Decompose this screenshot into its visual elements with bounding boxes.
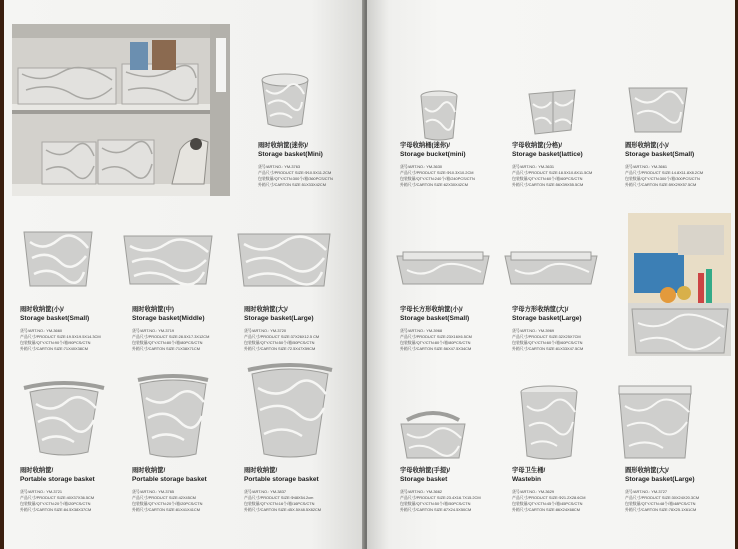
spec-carton-size: 外箱尺寸/CARTON SIZE:62X30X42CM [400, 182, 468, 187]
product-name-en: Portable storage basket [20, 476, 95, 483]
square-basket-large-image [501, 248, 601, 288]
spec-art-no: 货号/ART.NO.: YM-3727 [625, 489, 668, 494]
spec-carton-size: 外箱尺寸/CARTON SIZE:71X38X71CM [132, 346, 200, 351]
product-name-en: Storage basket(Large) [512, 315, 582, 322]
spec-carton-size: 外箱尺寸/CARTON SIZE:78X25.1X61CM [625, 507, 697, 512]
product-specs [132, 489, 207, 513]
product-specs [400, 489, 481, 513]
spec-art-no: 货号/ART.NO.: YM-3837 [244, 489, 287, 494]
product-name-en: Storage basket(Middle) [132, 315, 205, 322]
product-name-cn: 宇母收纳筐(分格)/ [512, 142, 563, 149]
spec-carton-size: 外箱尺寸/CARTON SIZE:71X40X38CM [20, 346, 88, 351]
product-card-middle-basket [132, 306, 209, 352]
spec-carton-size: 外箱尺寸/CARTON SIZE:56X47.5X34CM [400, 346, 472, 351]
product-name-en: Wastebin [512, 476, 542, 483]
portable-basket-2-image [132, 372, 214, 460]
product-card-large-basket [244, 306, 319, 352]
spec-qty: 包装数量/QTY/CTN:300个/箱/300PCS/CTN [625, 176, 700, 181]
spec-art-no: 货号/ART.NO.: YM-3720 [244, 328, 287, 333]
spec-product-size: 产品尺寸/PRODUCT SIZE:19.5X19.5X14.3CM [20, 334, 101, 339]
spec-carton-size: 外箱尺寸/CARTON SIZE:86X24X68CM [512, 507, 580, 512]
product-card-lattice-basket [512, 142, 592, 188]
product-name-cn: 雨时收纳筐(迷你)/ [258, 142, 309, 149]
spec-carton-size: 外箱尺寸/CARTON SIZE:59X29X57.5CM [625, 182, 697, 187]
product-card-round-basket-small [625, 142, 703, 188]
small-basket-image [20, 226, 96, 290]
product-name-en: Storage basket(Small) [20, 315, 90, 322]
product-name-en: Portable storage basket [244, 476, 319, 483]
spec-art-no: 货号/ART.NO.: YM-3660 [20, 328, 63, 333]
product-name-cn: 雨时收纳筐(中) [132, 306, 174, 313]
spec-qty: 包装数量/QTY/CTN:48个/箱/48PCS/CTN [625, 501, 696, 506]
spec-art-no: 货号/ART.NO.: YM-3661 [625, 164, 668, 169]
product-specs [20, 489, 95, 513]
spec-art-no: 货号/ART.NO.: YM-3662 [400, 489, 443, 494]
product-card-small-basket [20, 306, 101, 352]
spec-art-no: 货号/ART.NO.: YM-3968 [400, 328, 443, 333]
round-basket-large-image [615, 382, 695, 462]
product-specs [400, 328, 472, 352]
product-card-mini-bucket [400, 142, 475, 188]
product-name-cn: 宇母收纳筐(手提)/ [400, 467, 451, 474]
spec-qty: 包装数量/QTY/CTN:60个/箱/60PCS/CTN [512, 340, 583, 345]
spec-qty: 包装数量/QTY/CTN:60个/箱/60PCS/CTN [512, 176, 583, 181]
product-name-cn: 宇母方形收纳筐(大)/ [512, 306, 569, 313]
spec-carton-size: 外箱尺寸/CARTON SIZE:84.5X38X37CM [20, 507, 92, 512]
product-card-round-basket-large [625, 467, 699, 513]
spec-product-size: 产品尺寸/PRODUCT SIZE:37X26X12.5 CM [244, 334, 320, 339]
product-name-cn: 圆形收纳筐(小)/ [625, 142, 669, 149]
spec-art-no: 货号/ART.NO.: YM-3629 [512, 489, 555, 494]
desk-lifestyle-photo [628, 213, 731, 356]
product-specs [132, 328, 209, 352]
spec-qty: 包装数量/QTY/CTN:50个/箱/50PCS/CTN [400, 501, 471, 506]
product-name-cn: 雨时收纳筐(大)/ [244, 306, 288, 313]
product-name-en: Storage bucket(mini) [400, 151, 466, 158]
spec-qty: 包装数量/QTY/CTN:20个/箱/20PCS/CTN [132, 501, 203, 506]
product-name-cn: 雨时收纳筐/ [132, 467, 166, 474]
spec-carton-size: 外箱尺寸/CARTON SIZE:87X24.5X50CM [400, 507, 472, 512]
product-name-cn: 圆形收纳筐(大)/ [625, 467, 669, 474]
product-specs [512, 164, 592, 188]
spec-product-size: 产品尺寸/PRODUCT SIZE:18.5X10.8X11.5CM [512, 170, 593, 175]
spec-product-size: 产品尺寸/PRODUCT SIZE:23X16X6.5CM [400, 334, 472, 339]
product-name-cn: 雨时收纳筐/ [244, 467, 278, 474]
product-specs [625, 489, 699, 513]
product-name-en: Storage basket(Large) [244, 315, 314, 322]
spec-product-size: 产品尺寸/PRODUCT SIZE:30X24X20.3CM [625, 495, 700, 500]
product-name-en: Storage basket(Mini) [258, 151, 323, 158]
handled-basket-image [397, 406, 469, 462]
product-specs [512, 328, 583, 352]
product-card-square-basket-large [512, 306, 583, 352]
product-name-cn: 宇母收纳桶(迷你)/ [400, 142, 451, 149]
spec-carton-size: 外箱尺寸/CARTON SIZE:81X33X47.5CM [512, 346, 584, 351]
spec-art-no: 货号/ART.NO.: YM-3719 [132, 328, 175, 333]
spec-qty: 包装数量/QTY/CTN:80个/箱/80PCS/CTN [132, 340, 203, 345]
spec-art-no: 货号/ART.NO.: YM-3721 [20, 489, 63, 494]
spec-qty: 包装数量/QTY/CTN:20个/箱/20PCS/CTN [20, 501, 91, 506]
product-name-en: Storage basket(Large) [625, 476, 695, 483]
portable-basket-1-image [22, 378, 106, 458]
spec-product-size: 产品尺寸/PRODUCT SIZE:14.8X11.8X8.2CM [625, 170, 704, 175]
product-specs [258, 164, 333, 188]
middle-basket-image [120, 230, 216, 288]
product-name-en: Storage basket(lattice) [512, 151, 583, 158]
spec-qty: 包装数量/QTY/CTN:90个/箱/90PCS/CTN [20, 340, 91, 345]
product-card-rect-basket-small [400, 306, 472, 352]
product-card-portable-basket-1 [20, 467, 95, 513]
product-name-cn: 宇母卫生桶/ [512, 467, 546, 474]
spec-product-size: 产品尺寸/PRODUCT SIZE:Φ10.3X10.2CM [400, 170, 474, 175]
spec-product-size: 产品尺寸/PRODUCT SIZE:23.4X16.7X15.2CM [400, 495, 481, 500]
spec-product-size: 产品尺寸/PRODUCT SIZE:42X45CM [132, 495, 196, 500]
spec-qty: 包装数量/QTY/CTN:16个/箱/16PCS/CTN [244, 501, 315, 506]
product-name-en: Storage basket(Small) [625, 151, 695, 158]
spec-carton-size: 外箱尺寸/CARTON SIZE:81X41X41CM [132, 507, 200, 512]
catalog-left-page [4, 0, 365, 549]
spec-carton-size: 外箱尺寸/CARTON SIZE:72.5X47X59CM [244, 346, 316, 351]
product-card-wastebin [512, 467, 586, 513]
product-specs [244, 489, 321, 513]
spec-qty: 包装数量/QTY/CTN:45个/箱/45PCS/CTN [512, 501, 583, 506]
product-specs [244, 328, 319, 352]
spec-qty: 包装数量/QTY/CTN:240个/箱/240PCS/CTN [400, 176, 475, 181]
round-basket-small-image [625, 82, 691, 136]
spec-art-no: 货号/ART.NO.: YM-3969 [512, 328, 555, 333]
spec-carton-size: 外箱尺寸/CARTON SIZE:51X33X42CM [258, 182, 326, 187]
wastebin-image [517, 384, 581, 462]
product-specs [400, 164, 475, 188]
product-name-cn: 雨时收纳筐/ [20, 467, 54, 474]
spec-qty: 包装数量/QTY/CTN:300个/箱/360PCS/CTN [258, 176, 333, 181]
product-specs [625, 164, 703, 188]
product-name-en: Portable storage basket [132, 476, 207, 483]
spec-qty: 包装数量/QTY/CTN:80个/箱/80PCS/CTN [400, 340, 471, 345]
product-name-cn: 雨时收纳筐(小)/ [20, 306, 64, 313]
spec-qty: 包装数量/QTY/CTN:50个/箱/50PCS/CTN [244, 340, 315, 345]
spec-art-no: 货号/ART.NO.: YM-3765 [132, 489, 175, 494]
spec-product-size: 产品尺寸/PRODUCT SIZE:32X25X7CM [512, 334, 581, 339]
product-name-en: Storage basket(Small) [400, 315, 470, 322]
product-card-portable-basket-2 [132, 467, 207, 513]
lattice-basket-image [525, 86, 579, 136]
spec-product-size: 产品尺寸/PRODUCT SIZE:Φ10.5X11.2CM [258, 170, 332, 175]
product-card-handled-basket [400, 467, 481, 513]
spec-art-no: 货号/ART.NO.: YM-3763 [258, 164, 301, 169]
product-card-portable-basket-3 [244, 467, 321, 513]
shelf-lifestyle-photo [12, 24, 230, 196]
portable-basket-3-image [244, 360, 336, 460]
product-name-cn: 宇母长方形收纳筐(小)/ [400, 306, 463, 313]
mini-bucket-image [417, 88, 461, 142]
large-basket-image [234, 228, 334, 290]
spec-product-size: 产品尺寸/PRODUCT SIZE:40X37X36.5CM [20, 495, 95, 500]
spec-product-size: 产品尺寸/PRODUCT SIZE:28.5X17.3X12CM [132, 334, 210, 339]
spec-art-no: 货号/ART.NO.: YM-3630 [400, 164, 443, 169]
product-name-en: Storage basket [400, 476, 448, 483]
spec-product-size: 产品尺寸/PRODUCT SIZE:Φ21.2X28.6CM [512, 495, 586, 500]
product-specs [20, 328, 101, 352]
spec-product-size: 产品尺寸/PRODUCT SIZE:Φ48X54.2cm [244, 495, 314, 500]
spec-carton-size: 外箱尺寸/CARTON SIZE:45X.5X48.5X82CM [244, 507, 322, 512]
spec-carton-size: 外箱尺寸/CARTON SIZE:56X39X55.5CM [512, 182, 584, 187]
spec-art-no: 货号/ART.NO.: YM-3631 [512, 164, 555, 169]
product-card-mini-basket [258, 142, 333, 188]
product-specs [512, 489, 586, 513]
catalog-right-page [367, 0, 735, 549]
mini-basket-image [256, 66, 314, 130]
rect-basket-small-image [393, 248, 493, 288]
